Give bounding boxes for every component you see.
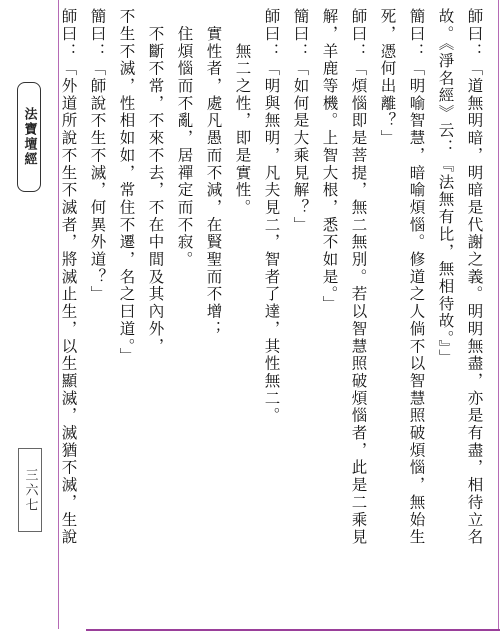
- book-title-tab: [17, 82, 41, 192]
- text-column: 簡曰：「明喻智慧，暗喻煩惱。修道之人倘不以智慧照破煩惱，無始生: [407, 8, 426, 546]
- text-column: 師曰：「煩惱即是菩提，無二無別。若以智慧照破煩惱者，此是二乘見: [349, 8, 368, 546]
- text-column: 師曰：「道無明暗，明暗是代謝之義。明明無盡，亦是有盡，相待立名: [465, 8, 484, 546]
- text-column: 實性者，處凡愚而不減，在賢聖而不增；: [204, 8, 223, 338]
- bottom-rule: [86, 629, 500, 631]
- text-column: 死，憑何出離？」: [378, 8, 397, 147]
- page-number-tab: [18, 448, 42, 532]
- book-title: 法寶壇經: [21, 107, 37, 167]
- text-column: 師曰：「明與無明，凡夫見二，智者了達，其性無二。: [262, 8, 281, 425]
- text-column: 簡曰：「如何是大乘見解？」: [291, 8, 310, 234]
- text-column: 師曰：「外道所說不生不滅者，將滅止生，以生顯滅，滅猶不滅，生說: [59, 8, 78, 546]
- text-column: 簡曰：「師說不生不滅，何異外道？」: [88, 8, 107, 303]
- text-column: 解，羊鹿等機。上智大根，悉不如是。」: [320, 8, 339, 313]
- text-column: 不生不滅，性相如如，常住不遷，名之曰道。」: [117, 8, 136, 365]
- text-column: 不斷不常，不來不去，不在中間及其內外，: [146, 8, 165, 355]
- text-column: 住煩惱而不亂，居禪定而不寂。: [175, 8, 194, 269]
- text-column: 無二之性，即是實性。: [233, 8, 252, 217]
- page-number: 三六七: [22, 467, 38, 513]
- text-column: 故。《淨名經》云：『法無有比，無相待故。』」: [436, 8, 455, 367]
